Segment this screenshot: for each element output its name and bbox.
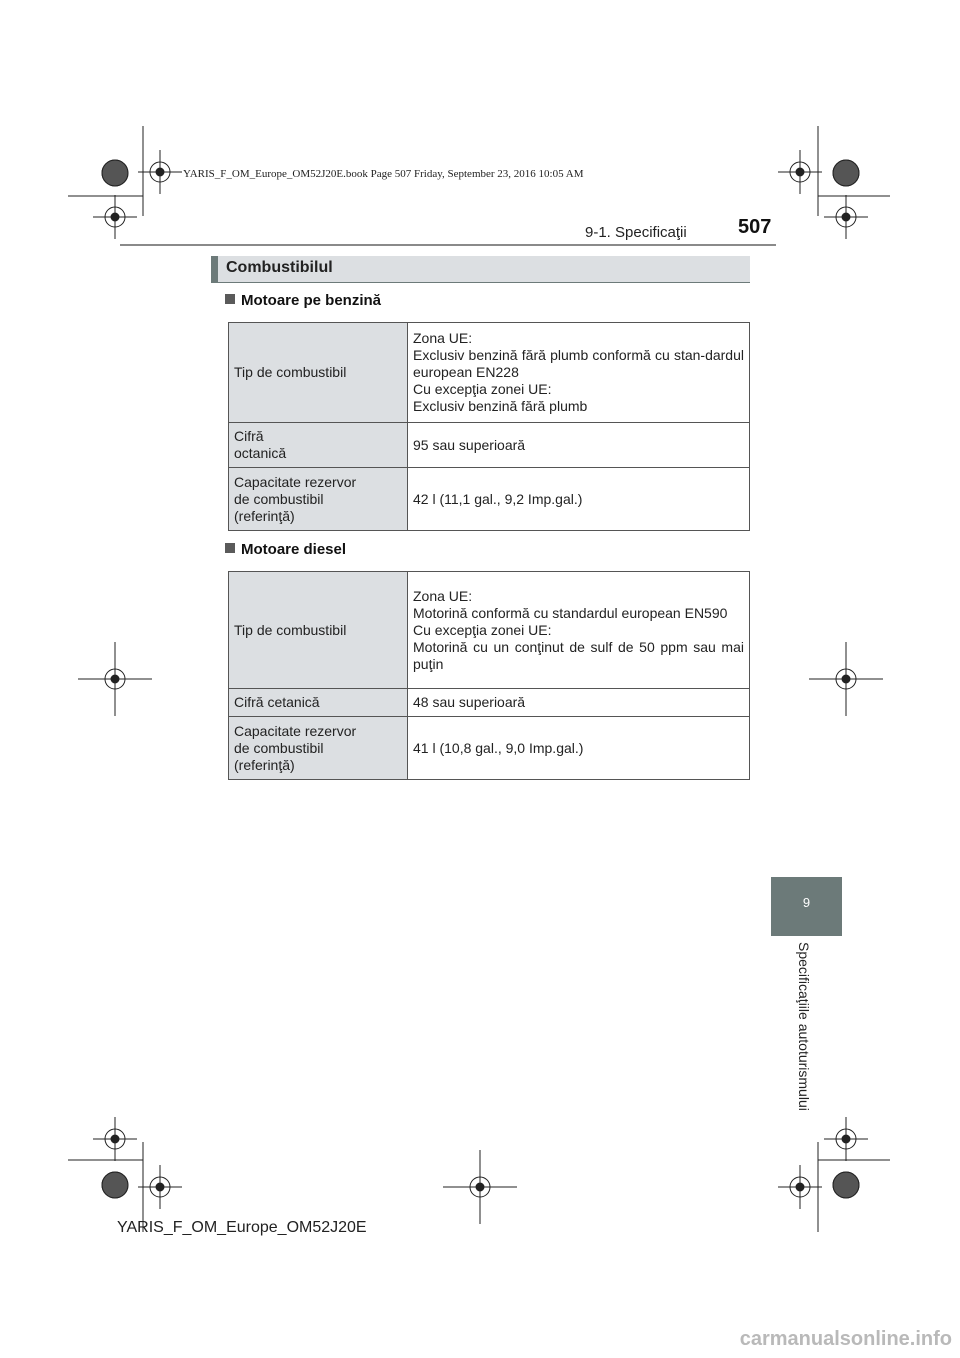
section-title: Combustibilul <box>226 259 333 276</box>
value-line: Zona UE: <box>413 330 473 346</box>
table-cell-label: Cifră cetanică <box>229 689 408 717</box>
diesel-heading <box>225 541 346 558</box>
petrol-heading-text: Motoare pe benzină <box>241 292 382 309</box>
header-divider <box>120 244 776 246</box>
label-line: Cifră <box>234 428 264 444</box>
value-line: Exclusiv benzină fără plumb conformă cu stan-dardul european EN228 <box>413 347 744 380</box>
watermark-text: carmanualsonline.info <box>739 1328 952 1350</box>
value-line: Exclusiv benzină fără plumb <box>413 398 588 414</box>
table-row <box>229 323 750 423</box>
value-line: Zona UE: <box>413 587 473 604</box>
value-line: Cu excepţia zonei UE: <box>413 621 552 638</box>
table-row <box>229 717 750 780</box>
book-file-info: YARIS_F_OM_Europe_OM52J20E.book Page 507 Friday, September 23, 2016 10:05 AM <box>183 168 584 180</box>
section-header: 9-1. Specificaţii <box>585 224 687 241</box>
label-line: octanică <box>234 445 287 461</box>
petrol-spec-table <box>228 322 750 531</box>
table-cell-value: 41 l (10,8 gal., 9,0 Imp.gal.) <box>408 717 750 780</box>
chapter-tab <box>771 877 842 936</box>
section-title-bar <box>211 256 750 283</box>
watermark-banner <box>0 1320 960 1358</box>
label-line: Capacitate rezervor <box>234 722 357 739</box>
chapter-number: 9 <box>802 895 811 910</box>
table-row <box>229 689 750 717</box>
diesel-heading-text: Motoare diesel <box>241 541 347 558</box>
table-row <box>229 468 750 531</box>
label-line: Capacitate rezervor <box>234 473 357 490</box>
value-line: Motorină conformă cu standardul european EN590 <box>413 604 728 621</box>
table-cell-label <box>229 717 408 780</box>
square-bullet-icon <box>225 294 235 304</box>
table-cell-value <box>408 323 750 423</box>
diesel-spec-table <box>228 571 750 780</box>
label-line: (referinţă) <box>234 756 295 773</box>
petrol-heading <box>225 292 381 309</box>
table-cell-label: Tip de combustibil <box>229 572 408 689</box>
label-line: de combustibil <box>234 739 324 756</box>
value-line: Cu excepţia zonei UE: <box>413 381 552 397</box>
table-row <box>229 423 750 468</box>
table-cell-label <box>229 423 408 468</box>
label-line: de combustibil <box>234 490 324 507</box>
table-cell-label <box>229 468 408 531</box>
value-line: Motorină cu un conţinut de sulf de 50 ppm sau mai puţin <box>413 638 744 672</box>
square-bullet-icon <box>225 543 235 553</box>
footer-document-code: YARIS_F_OM_Europe_OM52J20E <box>117 1219 367 1236</box>
table-cell-value: 48 sau superioară <box>408 689 750 717</box>
table-cell-label: Tip de combustibil <box>229 323 408 423</box>
table-row <box>229 572 750 689</box>
chapter-label: Specificaţiile autoturismului <box>796 942 812 1111</box>
page-number: 507 <box>738 216 772 238</box>
label-line: (referinţă) <box>234 507 295 524</box>
table-cell-value: 42 l (11,1 gal., 9,2 Imp.gal.) <box>408 468 750 531</box>
table-cell-value <box>408 572 750 689</box>
table-cell-value: 95 sau superioară <box>408 423 750 468</box>
